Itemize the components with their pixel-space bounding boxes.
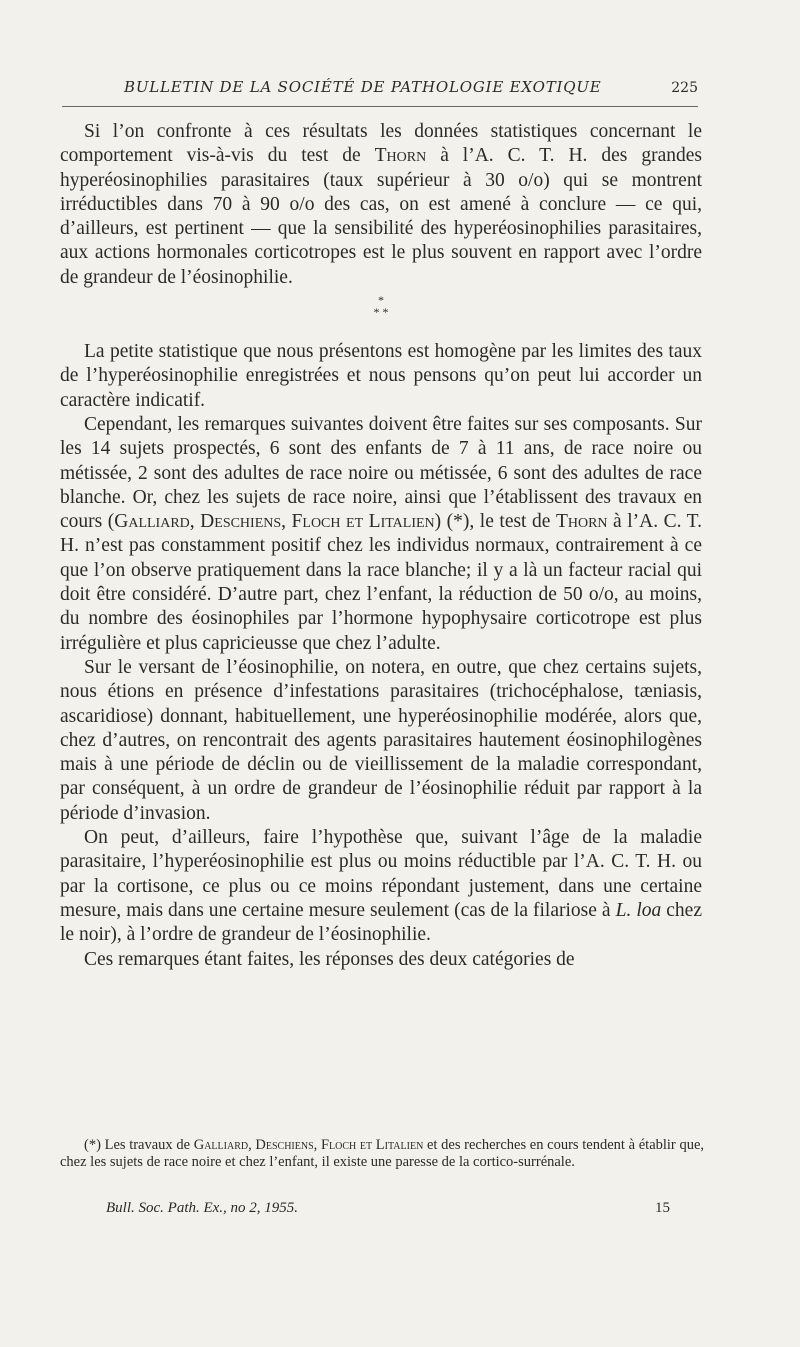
page-footer <box>60 1200 700 1222</box>
author-name: Thorn <box>555 511 608 533</box>
paragraph-3: Cependant, les remarques suivantes doivent être faites sur ses composants. Sur les 14 sujets prospectés, 6 sont des enfants de 7 à 11 ans, de race noire ou métissée, 2 sont des adultes de race noire ou métissée, 6 sont des adultes de race blanche. Or, chez les sujets de race noire, ainsi que l’établissent des travaux en cours (Galliard, Deschiens, Floch et Litalien) (*), le test de Thorn à l’A. C. T. H. n’est pas constamment positif chez les individus normaux, contrairement à ce que l’on observe pratiquement dans la race blanche; il y a là un facteur racial qui doit être considéré. D’autre part, chez l’enfant, la réduction de 50 o/o, au moins, du nombre des éosinophiles par l’hormone hypophysaire corticotrope est plus irrégulière et plus capricieusse que chez l’adulte. <box>60 413 703 654</box>
asterism-bottom: * * <box>373 305 389 320</box>
footnote-authors: Galliard, Deschiens, Floch et Litalien <box>193 1137 424 1153</box>
paragraph-5: On peut, d’ailleurs, faire l’hypothèse que, suivant l’âge de la maladie parasitaire, l’hyperéosinophilie est plus ou moins réductible par l’A. C. T. H. ou par la cortisone, ce plus ou ce moins répondant justement, dans une certaine mesure, mais dans une certaine mesure seulement (cas de la filariose à L. loa chez le noir), à l’ordre de grandeur de l’éosinophilie. <box>60 827 702 946</box>
paragraph-2: La petite statistique que nous présentons est homogène par les limites des taux de l’hyperéosinophilie enregistrées et nous pensons qu’on peut lui accorder un caractère indicatif. <box>60 341 702 411</box>
asterism-top: * <box>378 293 384 308</box>
author-name: Thorn <box>374 145 427 167</box>
page-number: 225 <box>671 80 698 96</box>
section-separator <box>60 290 702 340</box>
footnote: (*) Les travaux de Galliard, Deschiens, Floch et Litalien et des recherches en cours tendent à établir que, chez les sujets de race noire et chez l’enfant, il existe une paresse de la cortico-surrénale. <box>60 1137 705 1170</box>
paragraph-6: Ces remarques étant faites, les réponses des deux catégories de <box>84 948 575 970</box>
signature-mark: 15 <box>655 1200 670 1216</box>
journal-citation: Bull. Soc. Path. Ex., no 2, 1955. <box>106 1200 299 1216</box>
journal-title: BULLETIN DE LA SOCIÉTÉ DE PATHOLOGIE EXOTIQUE <box>124 78 602 96</box>
article-body <box>60 120 702 972</box>
paragraph-1: Si l’on confronte à ces résultats les données statistiques concernant le comportement vis-à-vis du test de Thorn à l’A. C. T. H. des grandes hyperéosinophilies parasitaires (taux supérieur à 30 o/o) qui se montrent irréductibles dans 70 à 90 o/o des cas, on est amené à conclure — ce qui, d’ailleurs, est pertinent — que la sensibilité des hyperéosinophilies parasitaires, aux actions hormonales corticotropes est le plus souvent en rapport avec l’ordre de grandeur de l’éosinophilie. <box>60 121 702 288</box>
paragraph-4: Sur le versant de l’éosinophilie, on notera, en outre, que chez certains sujets, nous étions en présence d’infestations parasitaires (trichocéphalose, tæniasis, ascaridiose) donnant, habituellement, une hyperéosinophilie modérée, alors que, chez d’autres, on rencontrait des agents parasitaires hautement éosinophilogènes mais à une période de déclin ou de vieillissement de la maladie correspondant, par conséquent, à un ordre de grandeur de l’éosinophilie réduit par rapport à la période d’invasion. <box>60 656 702 824</box>
author-names: Galliard, Deschiens, Floch et Litalien <box>114 511 435 533</box>
species-name: L. loa <box>615 899 662 921</box>
running-head <box>60 78 700 102</box>
header-rule <box>62 106 698 107</box>
